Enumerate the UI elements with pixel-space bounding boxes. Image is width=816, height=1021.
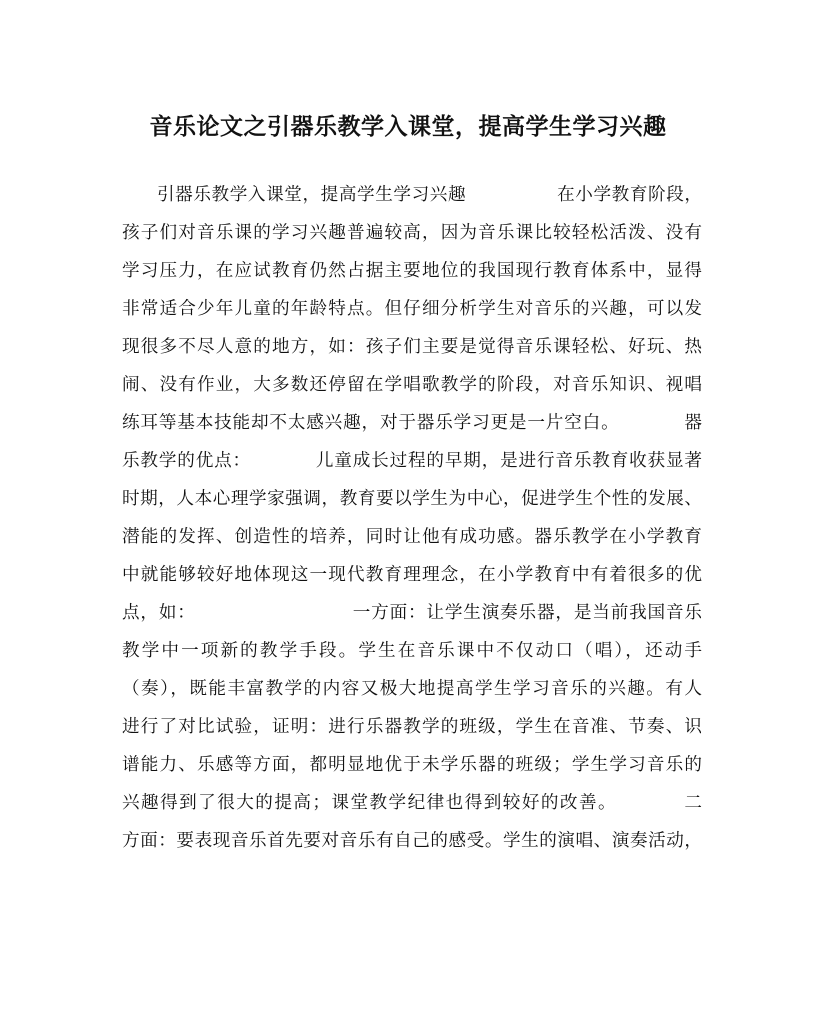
- body-line: 练耳等基本技能却不太感兴趣，对于器乐学习更是一片空白。 器: [122, 413, 702, 433]
- body-line: （奏），既能丰富教学的内容又极大地提高学生学习音乐的兴趣。有人: [122, 679, 702, 699]
- body-line: 闹、没有作业，大多数还停留在学唱歌教学的阶段，对音乐知识、视唱: [122, 375, 702, 395]
- body-line: 时期，人本心理学家强调，教育要以学生为中心，促进学生个性的发展、: [122, 489, 702, 509]
- body-line: 进行了对比试验，证明：进行乐器教学的班级，学生在音准、节奏、识: [122, 717, 702, 737]
- body-line: 谱能力、乐感等方面，都明显地优于未学乐器的班级；学生学习音乐的: [122, 755, 702, 775]
- body-line: 乐教学的优点： 儿童成长过程的早期，是进行音乐教育收获显著: [122, 451, 702, 471]
- document-title: 音乐论文之引器乐教学入课堂，提高学生学习兴趣: [149, 113, 667, 140]
- body-line: 学习压力，在应试教育仍然占据主要地位的我国现行教育体系中，显得: [122, 261, 702, 281]
- body-line: 引器乐教学入课堂，提高学生学习兴趣 在小学教育阶段，: [157, 185, 702, 205]
- body-line: 潜能的发挥、创造性的培养，同时让他有成功感。器乐教学在小学教育: [122, 527, 702, 547]
- body-line: 孩子们对音乐课的学习兴趣普遍较高，因为音乐课比较轻松活泼、没有: [122, 223, 702, 243]
- body-line: 非常适合少年儿童的年龄特点。但仔细分析学生对音乐的兴趣，可以发: [122, 299, 702, 319]
- document-body: [122, 176, 702, 860]
- body-line: 点，如： 一方面：让学生演奏乐器，是当前我国音乐: [122, 603, 702, 623]
- body-line: 现很多不尽人意的地方，如：孩子们主要是觉得音乐课轻松、好玩、热: [122, 337, 702, 357]
- body-line: 方面：要表现音乐首先要对音乐有自己的感受。学生的演唱、演奏活动，: [122, 831, 702, 851]
- body-line: 兴趣得到了很大的提高；课堂教学纪律也得到较好的改善。 二: [122, 793, 702, 813]
- body-line: 中就能够较好地体现这一现代教育理理念，在小学教育中有着很多的优: [122, 565, 702, 585]
- body-line: 教学中一项新的教学手段。学生在音乐课中不仅动口（唱），还动手: [122, 641, 702, 661]
